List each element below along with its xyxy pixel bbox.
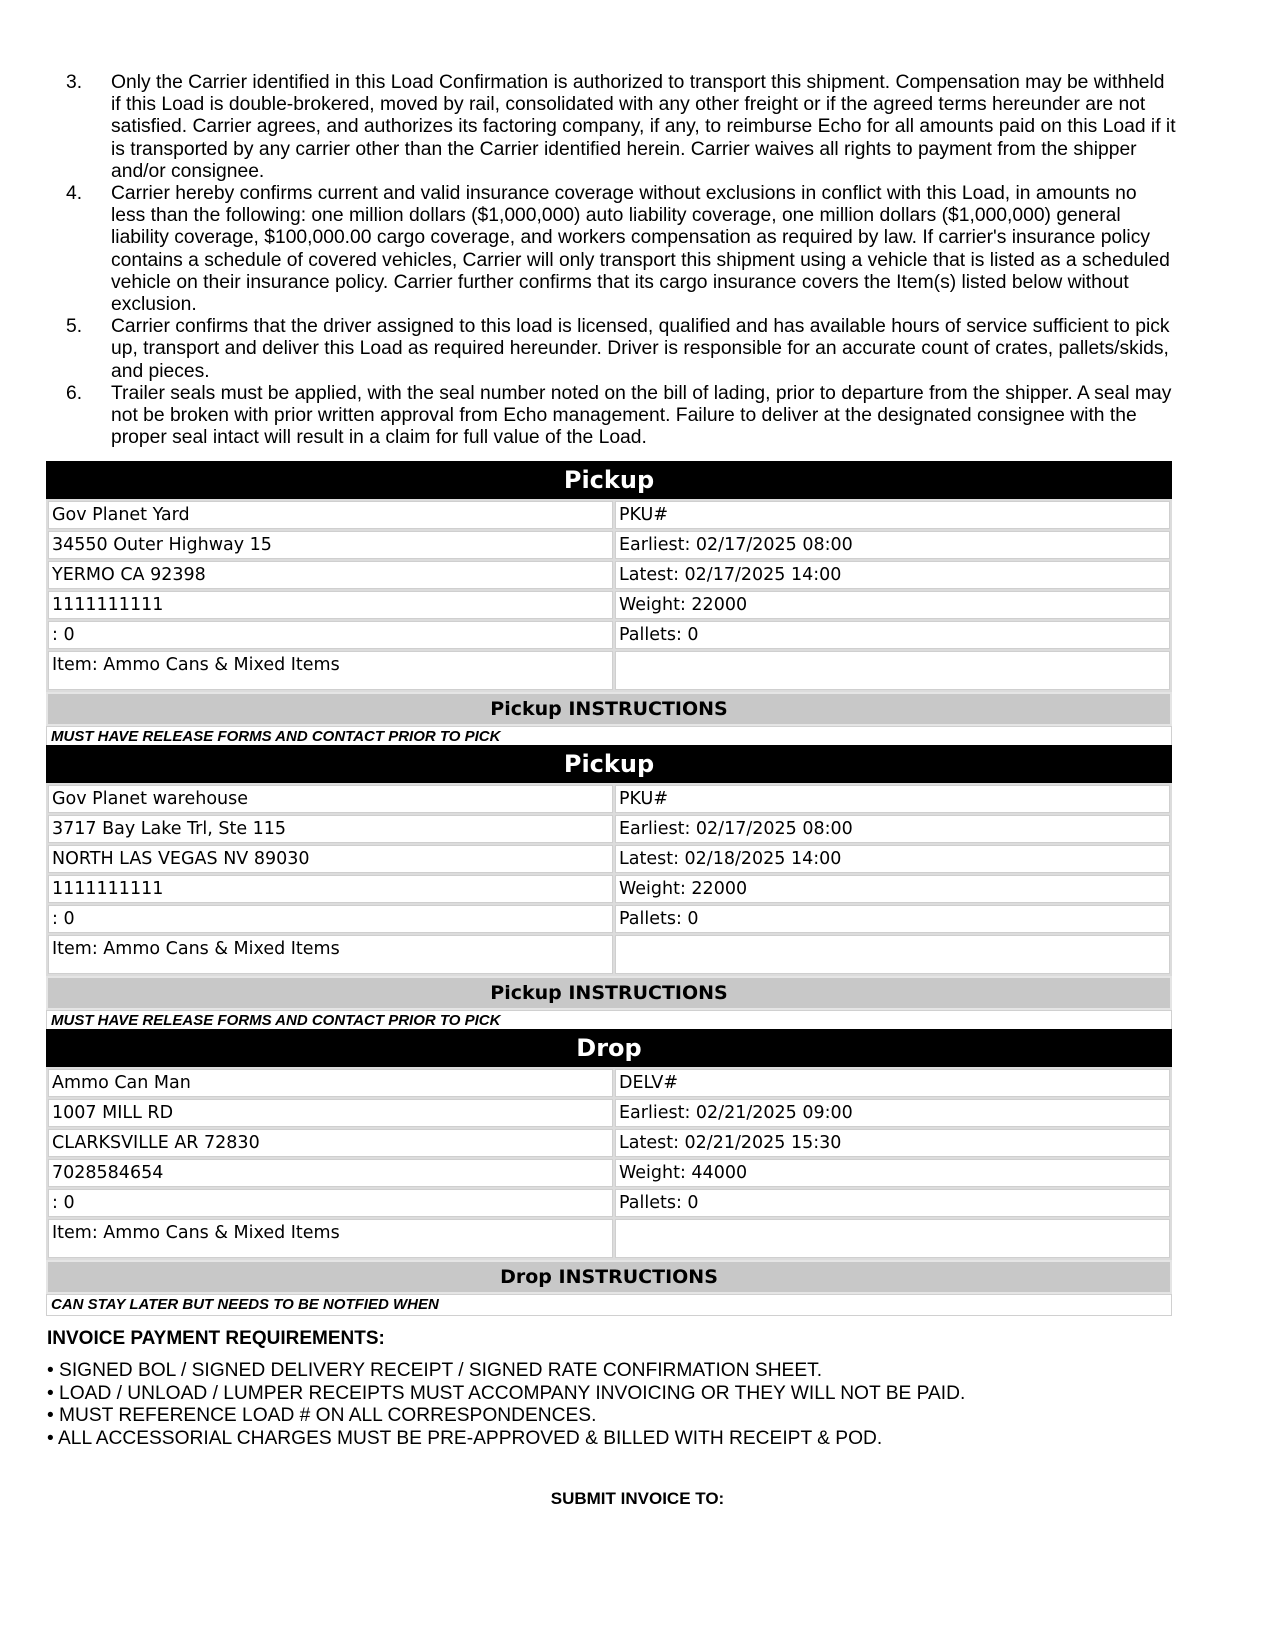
stop-item: Item: Ammo Cans & Mixed Items: [48, 651, 613, 690]
instructions-text: MUST HAVE RELEASE FORMS AND CONTACT PRIOR TO PICK: [46, 726, 1172, 748]
stop-weight: Weight: 22000: [615, 591, 1170, 619]
empty-cell: [615, 651, 1170, 690]
invoice-requirements-title: INVOICE PAYMENT REQUIREMENTS:: [47, 1328, 385, 1349]
term-item: [66, 383, 1176, 450]
stop-address: 34550 Outer Highway 15: [48, 531, 613, 559]
stop-earliest: Earliest: 02/17/2025 08:00: [615, 531, 1170, 559]
stop-latest: Latest: 02/21/2025 15:30: [615, 1129, 1170, 1157]
term-number: 6.: [66, 382, 83, 404]
instructions-text: CAN STAY LATER BUT NEEDS TO BE NOTFIED WHEN: [46, 1294, 1172, 1316]
term-item: [66, 72, 1176, 183]
instructions-header: Pickup INSTRUCTIONS: [46, 976, 1172, 1010]
stop-city: CLARKSVILLE AR 72830: [48, 1129, 613, 1157]
stop-latest: Latest: 02/17/2025 14:00: [615, 561, 1170, 589]
instructions-text: MUST HAVE RELEASE FORMS AND CONTACT PRIOR TO PICK: [46, 1010, 1172, 1032]
stop-extra: : 0: [48, 1189, 613, 1217]
terms-list: [66, 72, 1176, 449]
stop-earliest: Earliest: 02/17/2025 08:00: [615, 815, 1170, 843]
requirement-item: • MUST REFERENCE LOAD # ON ALL CORRESPONDENCES.: [47, 1405, 597, 1426]
instructions-header: Pickup INSTRUCTIONS: [46, 692, 1172, 726]
stop-details-table: [46, 783, 1172, 976]
empty-cell: [615, 1219, 1170, 1258]
empty-cell: [615, 935, 1170, 974]
stop-ref: PKU#: [615, 785, 1170, 813]
stop-details-table: [46, 499, 1172, 692]
stop-pallets: Pallets: 0: [615, 621, 1170, 649]
stop-weight: Weight: 22000: [615, 875, 1170, 903]
stop-name: Ammo Can Man: [48, 1069, 613, 1097]
term-text: Only the Carrier identified in this Load Confirmation is authorized to transport this shipment. Compensation may be withheld if this Load is double-brokered, moved by rail, consolidated with any other freight or if the agreed terms hereunder are not satisfied. Carrier agrees, and authorizes its factoring company, if any, to reimburse Echo for all amounts paid on this Load if it is transported by any carrier other than the Carrier identified herein. Carrier waives all rights to payment from the shipper and/or consignee.: [111, 72, 1176, 182]
term-text: Trailer seals must be applied, with the seal number noted on the bill of lading, prior to departure from the shipper. A seal may not be broken with prior written approval from Echo management. Failure to deliver at the designated consignee with the proper seal intact will result in a claim for full value of the Load.: [111, 382, 1172, 449]
term-number: 5.: [66, 316, 83, 338]
stop-section-pickup-1: [46, 461, 1172, 748]
instructions-header: Drop INSTRUCTIONS: [46, 1260, 1172, 1294]
term-item: [66, 183, 1176, 316]
invoice-requirements-list: [47, 1360, 965, 1450]
term-text: Carrier hereby confirms current and valid insurance coverage without exclusions in conflict with this Load, in amounts no less than the following: one million dollars ($1,000,000) auto liability coverage, one million dollars ($1,000,000) general liability coverage, $100,000.00 cargo coverage, and workers compensation as required by law. If carrier's insurance policy contains a schedule of covered vehicles, Carrier will only transport this shipment using a vehicle that is listed as a scheduled vehicle on their insurance policy. Carrier further confirms that its cargo insurance covers the Item(s) listed below without exclusion.: [111, 183, 1170, 316]
term-number: 4.: [66, 183, 83, 205]
stop-header: Pickup: [46, 461, 1172, 499]
stop-pallets: Pallets: 0: [615, 1189, 1170, 1217]
stop-latest: Latest: 02/18/2025 14:00: [615, 845, 1170, 873]
stop-address: 3717 Bay Lake Trl, Ste 115: [48, 815, 613, 843]
stop-weight: Weight: 44000: [615, 1159, 1170, 1187]
stop-city: YERMO CA 92398: [48, 561, 613, 589]
stop-extra: : 0: [48, 621, 613, 649]
stop-item: Item: Ammo Cans & Mixed Items: [48, 935, 613, 974]
requirement-item: • SIGNED BOL / SIGNED DELIVERY RECEIPT / SIGNED RATE CONFIRMATION SHEET.: [47, 1360, 823, 1381]
stop-details-table: [46, 1067, 1172, 1260]
stop-section-pickup-2: [46, 745, 1172, 1032]
submit-invoice-label: SUBMIT INVOICE TO:: [550, 1489, 725, 1508]
term-item: [66, 316, 1176, 383]
term-text: Carrier confirms that the driver assigned to this load is licensed, qualified and has available hours of service sufficient to pick up, transport and deliver this Load as required hereunder. Driver is responsible for an accurate count of crates, pallets/skids, and pieces.: [111, 316, 1170, 382]
term-number: 3.: [66, 72, 83, 93]
requirement-item: • ALL ACCESSORIAL CHARGES MUST BE PRE-APPROVED & BILLED WITH RECEIPT & POD.: [47, 1427, 883, 1449]
stop-item: Item: Ammo Cans & Mixed Items: [48, 1219, 613, 1258]
stop-header: Drop: [46, 1029, 1172, 1067]
stop-address: 1007 MILL RD: [48, 1099, 613, 1127]
stop-earliest: Earliest: 02/21/2025 09:00: [615, 1099, 1170, 1127]
stop-name: Gov Planet Yard: [48, 501, 613, 529]
stop-section-drop: [46, 1029, 1172, 1316]
stop-phone: 7028584654: [48, 1159, 613, 1187]
stop-phone: 1111111111: [48, 591, 613, 619]
stop-ref: PKU#: [615, 501, 1170, 529]
stop-phone: 1111111111: [48, 875, 613, 903]
requirement-item: • LOAD / UNLOAD / LUMPER RECEIPTS MUST ACCOMPANY INVOICING OR THEY WILL NOT BE PAID.: [47, 1382, 966, 1404]
stop-city: NORTH LAS VEGAS NV 89030: [48, 845, 613, 873]
stop-header: Pickup: [46, 745, 1172, 783]
stop-name: Gov Planet warehouse: [48, 785, 613, 813]
stop-extra: : 0: [48, 905, 613, 933]
stop-ref: DELV#: [615, 1069, 1170, 1097]
stop-pallets: Pallets: 0: [615, 905, 1170, 933]
